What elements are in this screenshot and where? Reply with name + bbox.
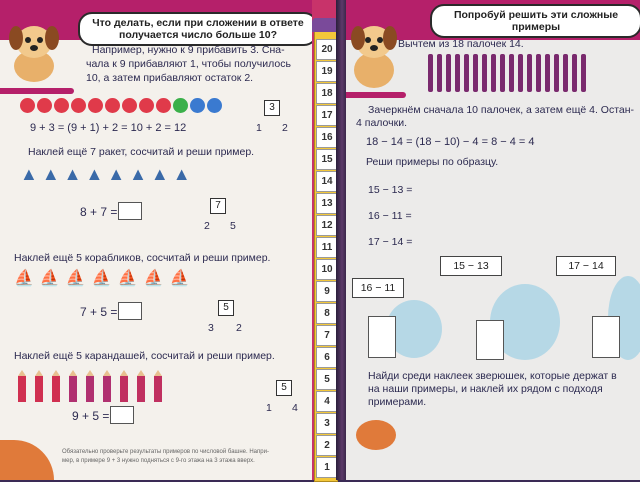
rocket-row: ▲▲▲▲▲▲▲▲ xyxy=(20,164,195,184)
task-boats: Наклей ещё 5 кораблик​ов, сосчитай и реши пример. xyxy=(14,252,271,264)
left-title: Что делать, если при сложении в ответе получается число больше 10? xyxy=(78,12,318,46)
eq-pencils: 9 + 5 = xyxy=(72,409,110,423)
split3-right: 4 xyxy=(292,402,298,414)
split-box-top: 3 xyxy=(264,100,280,116)
tower-1: 1 xyxy=(316,457,338,478)
right-title: Попробуй решить эти сложные примеры xyxy=(430,4,640,38)
tower-12: 12 xyxy=(316,215,338,236)
divider-line xyxy=(0,88,74,94)
exercise-1: 15 − 13 = xyxy=(368,184,413,196)
split-left: 1 xyxy=(256,122,262,134)
intro-line-1: Например, нужно к 9 прибавить 3. Сна- xyxy=(92,44,285,56)
strike-line-1: Зачеркнём сначала 10 палочек, а затем ещё 4. Остан- xyxy=(368,104,635,116)
task-pencils: Наклей ещё 5 карандашей, сосчитай и реши пример. xyxy=(14,350,275,362)
tower-3: 3 xyxy=(316,413,338,434)
right-equation: 18 − 14 = (18 − 10) − 4 = 8 − 4 = 4 xyxy=(366,136,535,148)
example-equation: 9 + 3 = (9 + 1) + 2 = 10 + 2 = 12 xyxy=(30,122,187,134)
sticker-slot-3[interactable] xyxy=(592,316,620,358)
counting-sticks xyxy=(428,54,590,97)
split3-top: 5 xyxy=(276,380,292,396)
boat-row: ⛵⛵⛵⛵⛵⛵⛵ xyxy=(14,270,196,287)
right-subtitle: Вычтем из 18 палочек 14. xyxy=(398,38,524,50)
bottom-line-3: примерами. xyxy=(368,396,427,408)
tower-10: 10 xyxy=(316,259,338,280)
eq-rockets: 8 + 7 = xyxy=(80,205,118,219)
puppy-right-illustration xyxy=(346,12,406,92)
left-footer-line-1: Обязательно проверьте результаты примеров по числовой башне. Напри- xyxy=(62,449,269,455)
bottom-line-1: Найди среди наклеек зверюшек, которые держат в xyxy=(368,370,617,382)
card-16-11[interactable]: 16 − 11 xyxy=(352,278,404,298)
split3-left: 1 xyxy=(266,402,272,414)
split2-left: 3 xyxy=(208,322,214,334)
sticker-slot-2[interactable] xyxy=(476,320,504,360)
eq-boats: 7 + 5 = xyxy=(80,305,118,319)
answer-box-boats[interactable] xyxy=(118,302,142,320)
intro-line-2: чала к 9 прибавляют 1, чтобы получилось xyxy=(86,58,291,70)
answer-box-pencils[interactable] xyxy=(110,406,134,424)
bottom-line-2: на наши примеры, и наклей их рядом с подходя xyxy=(368,383,603,395)
counting-dots xyxy=(20,98,224,118)
tower-16: 16 xyxy=(316,127,338,148)
split1-top: 7 xyxy=(210,198,226,214)
exercise-3: 17 − 14 = xyxy=(368,236,413,248)
tower-4: 4 xyxy=(316,391,338,412)
tower-13: 13 xyxy=(316,193,338,214)
split1-right: 5 xyxy=(230,220,236,232)
task-rockets: Наклей ещё 7 ракет, сосчитай и реши пример. xyxy=(28,146,255,158)
corner-decoration xyxy=(0,440,54,480)
tower-19: 19 xyxy=(316,61,338,82)
intro-line-3: 10, а затем прибавляют остаток 2. xyxy=(86,72,254,84)
tower-2: 2 xyxy=(316,435,338,456)
number-tower xyxy=(314,30,338,482)
tower-17: 17 xyxy=(316,105,338,126)
left-footer-line-2: мер, в примере 9 + 3 нужно подняться с 9-го этажа на 3 этажа вверх. xyxy=(62,458,255,464)
pencil-row xyxy=(16,370,176,409)
tower-6: 6 xyxy=(316,347,338,368)
answer-box-rockets[interactable] xyxy=(118,202,142,220)
tower-18: 18 xyxy=(316,83,338,104)
tower-8: 8 xyxy=(316,303,338,324)
split2-top: 5 xyxy=(218,300,234,316)
exercise-2: 16 − 11 = xyxy=(368,210,412,222)
tower-5: 5 xyxy=(316,369,338,390)
tower-20: 20 xyxy=(316,39,338,60)
split-right: 2 xyxy=(282,122,288,134)
sticker-slot-1[interactable] xyxy=(368,316,396,358)
right-divider-line xyxy=(346,92,406,98)
strike-line-2: 4 палочки. xyxy=(356,117,407,129)
card-17-14[interactable]: 17 − 14 xyxy=(556,256,616,276)
puppy-illustration xyxy=(4,14,64,84)
card-15-13[interactable]: 15 − 13 xyxy=(440,256,502,276)
tower-7: 7 xyxy=(316,325,338,346)
right-page xyxy=(346,0,640,480)
tower-9: 9 xyxy=(316,281,338,302)
tower-roof xyxy=(312,18,338,32)
tower-15: 15 xyxy=(316,149,338,170)
right-corner-decoration xyxy=(356,420,396,450)
tower-11: 11 xyxy=(316,237,338,258)
instruction: Реши примеры по образцу. xyxy=(366,156,499,168)
split1-left: 2 xyxy=(204,220,210,232)
split2-right: 2 xyxy=(236,322,242,334)
tower-14: 14 xyxy=(316,171,338,192)
